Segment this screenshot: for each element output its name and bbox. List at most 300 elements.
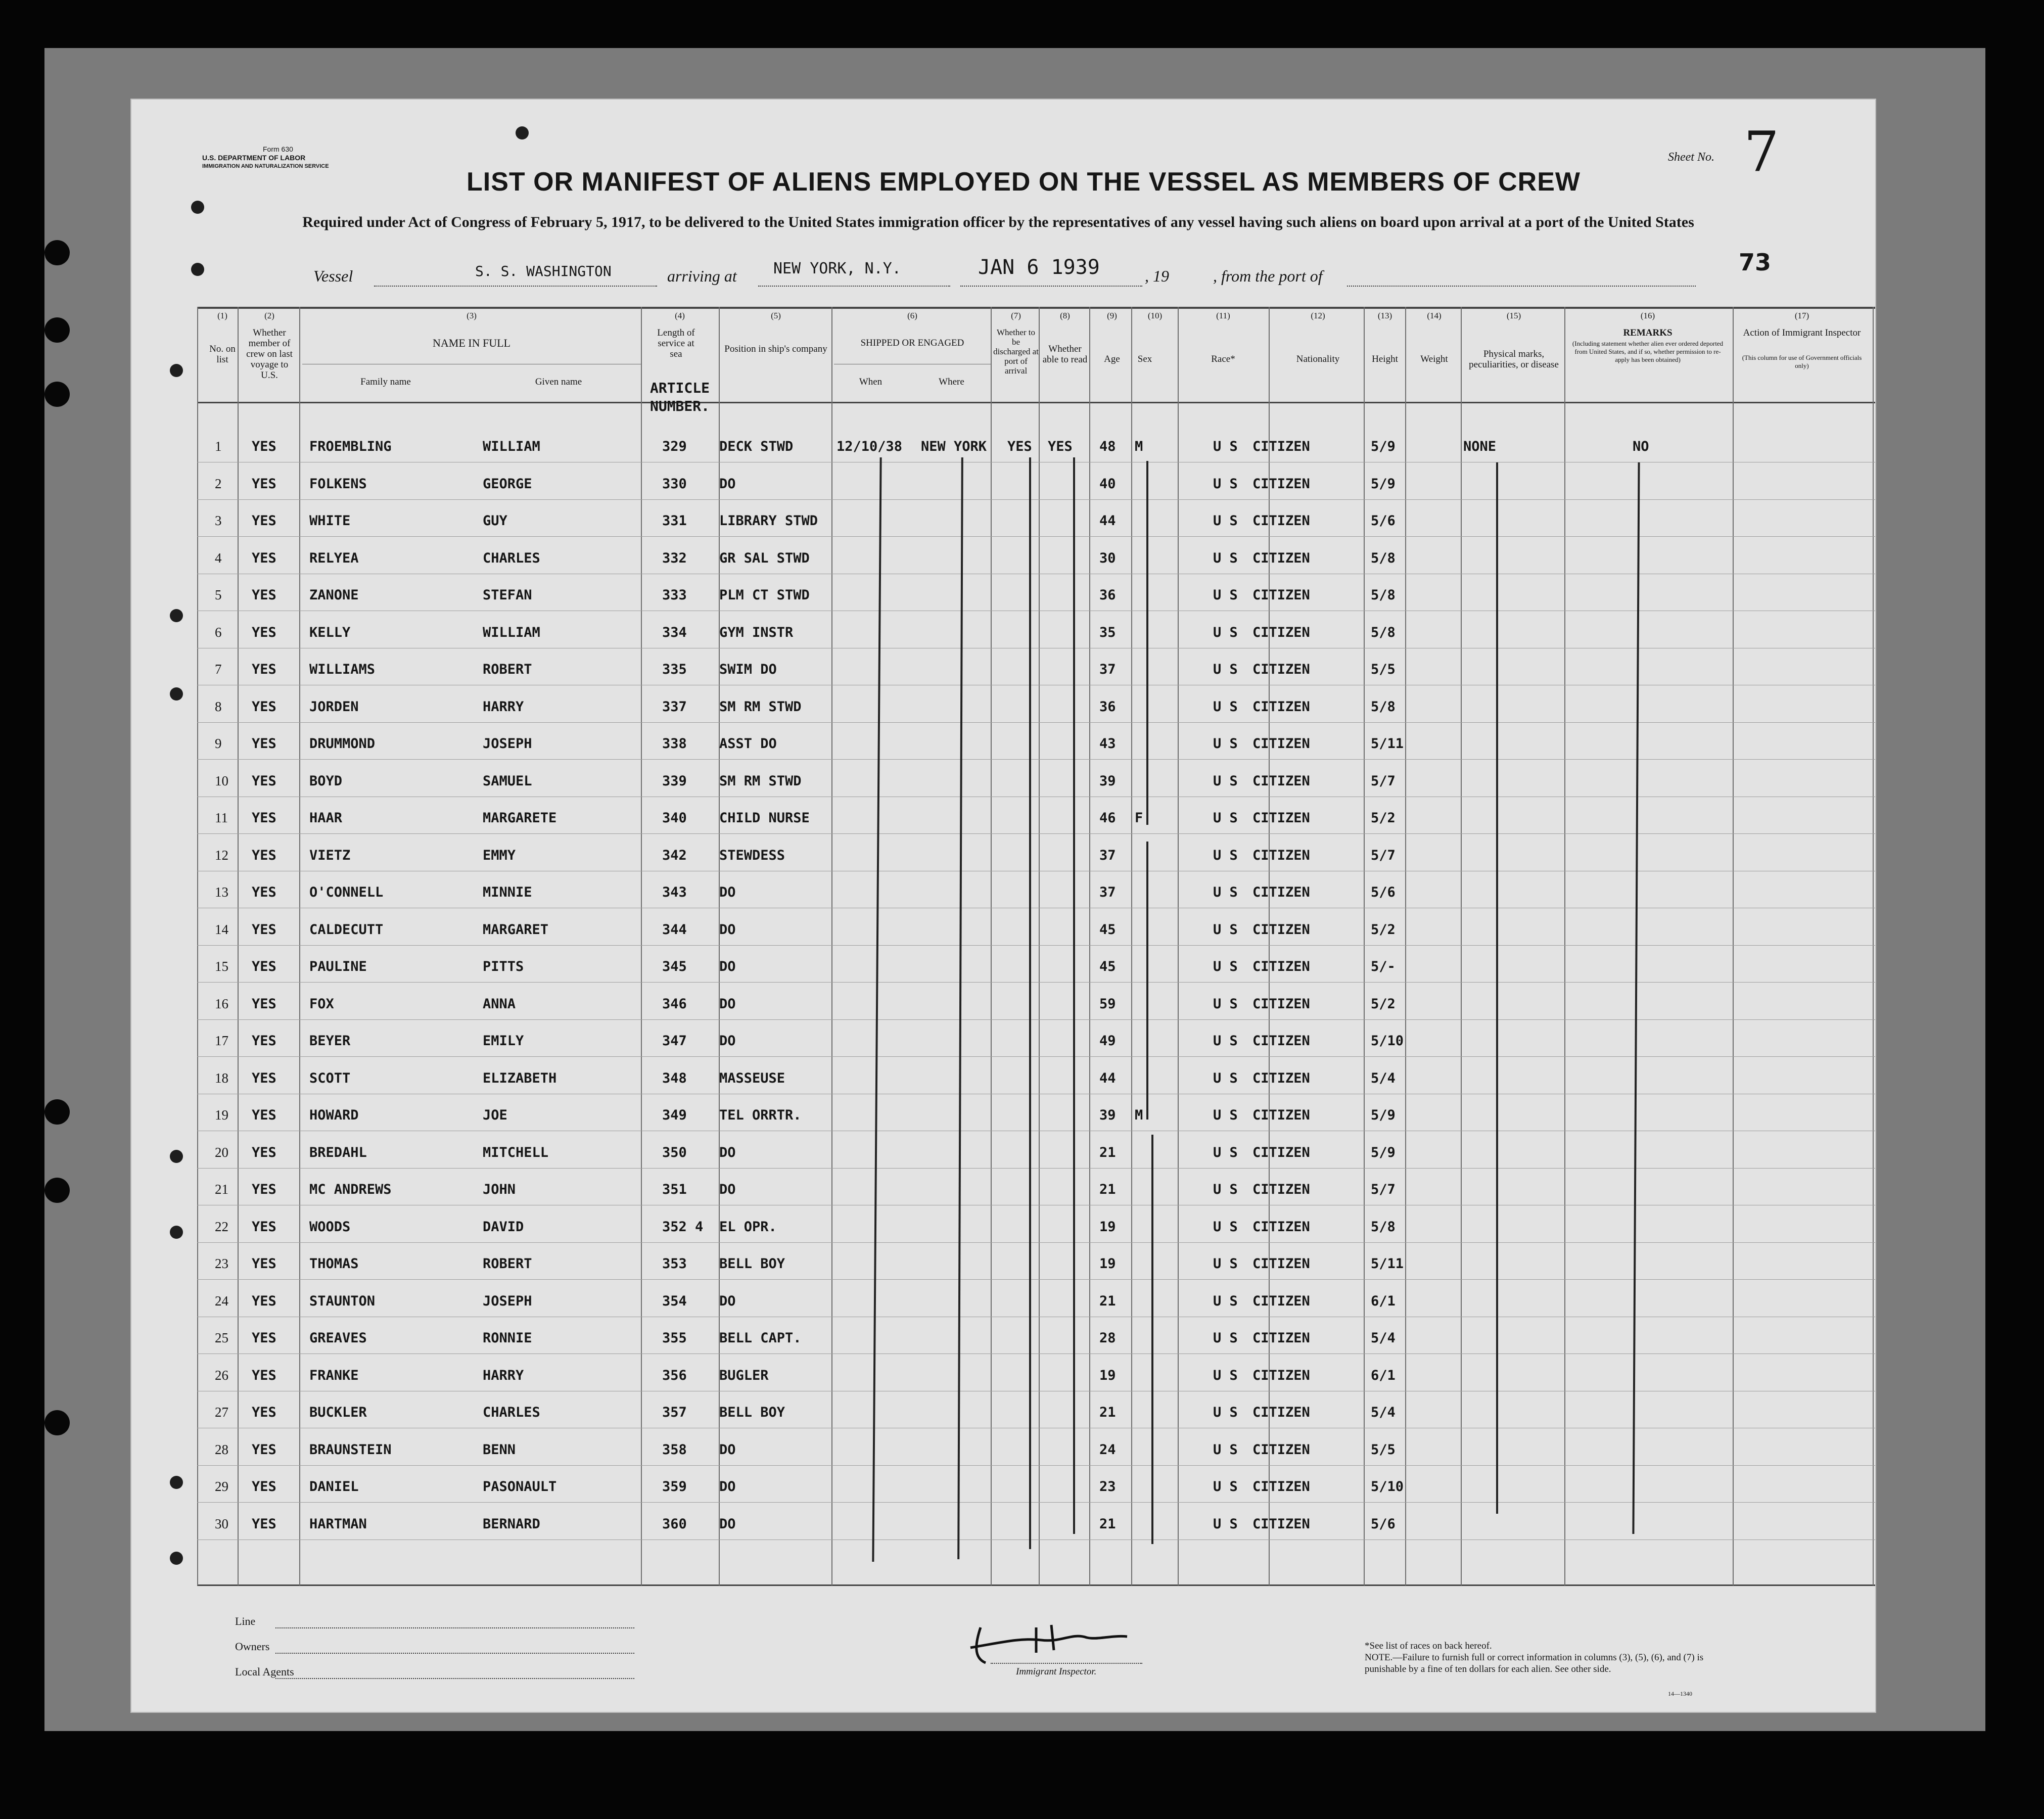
col5-header: Position in ship's company [724,344,827,354]
article-number: 332 [662,550,687,566]
age: 21 [1099,1144,1116,1160]
article-number: 344 [662,921,687,938]
ditto-stroke [1496,462,1498,1514]
ditto-stroke [1151,1135,1153,1544]
col13-number: (13) [1377,311,1392,320]
nationality: CITIZEN [1252,1033,1310,1049]
family-name: ZANONE [309,587,359,603]
binder-hole [44,1410,70,1435]
col6-header: SHIPPED OR ENGAGED [860,338,964,348]
given-name: RONNIE [483,1330,532,1346]
height: 5/4 [1371,1405,1396,1420]
age: 48 [1099,439,1116,454]
family-name: RELYEA [309,550,359,566]
nationality: CITIZEN [1252,698,1310,715]
crew-last-voyage: YES [252,662,276,677]
crew-last-voyage: YES [252,1144,276,1160]
col1-number: (1) [217,311,227,320]
article-number: 345 [662,959,687,974]
column-rule [1131,307,1132,1585]
row-number: 6 [215,624,222,640]
given-name: JOHN [483,1182,516,1197]
row-number: 23 [215,1256,228,1271]
column-rule [1269,307,1270,1585]
height: 5/6 [1371,513,1396,529]
remarks: NO [1633,439,1649,454]
height: 5/11 [1371,1256,1404,1272]
article-number: 347 [662,1033,687,1049]
row-number: 29 [215,1479,228,1494]
crew-last-voyage: YES [252,624,276,640]
nationality: CITIZEN [1252,736,1310,752]
given-name: MITCHELL [483,1144,549,1160]
age: 36 [1099,587,1116,603]
binder-hole [44,1178,70,1203]
family-name: HOWARD [309,1107,359,1123]
article-number: 335 [662,662,687,677]
race-footnote: *See list of races on back hereof. [1365,1641,1492,1651]
nationality: CITIZEN [1252,1070,1310,1086]
row-rule [197,1242,1875,1243]
sex: F [1135,810,1143,826]
row-number: 21 [215,1182,228,1197]
race: U S [1213,1330,1238,1346]
row-number: 26 [215,1367,228,1383]
col14-number: (14) [1427,311,1442,320]
column-rule [641,307,642,1585]
col11-number: (11) [1216,311,1230,320]
col5-number: (5) [771,311,781,320]
height: 5/4 [1371,1330,1396,1346]
position: DO [719,921,736,938]
height: 5/- [1371,959,1396,974]
col3-header: NAME IN FULL [433,337,510,349]
row-rule [197,1465,1875,1466]
position: CHILD NURSE [719,810,810,826]
race: U S [1213,698,1238,715]
position: TEL ORRTR. [719,1107,802,1123]
inspector-signature [960,1617,1142,1673]
position: DO [719,1479,736,1495]
row-number: 1 [215,439,222,454]
binder-hole [44,317,70,343]
family-name: DANIEL [309,1479,359,1495]
row-number: 2 [215,476,222,491]
age: 23 [1099,1479,1116,1495]
race: U S [1213,847,1238,863]
col9-number: (9) [1107,311,1117,320]
given-name: CHARLES [483,1405,540,1420]
col7-number: (7) [1011,311,1021,320]
col9-header: Age [1104,354,1120,364]
col4-number: (4) [675,311,685,320]
given-name: WILLIAM [483,624,540,640]
row-number: 30 [215,1516,228,1531]
crew-last-voyage: YES [252,1516,276,1532]
age: 39 [1099,1107,1116,1123]
col2-number: (2) [264,311,274,320]
row-number: 20 [215,1144,228,1160]
position: STEWDESS [719,847,785,863]
article-number: 340 [662,810,687,826]
position: DO [719,1293,736,1309]
col12-header: Nationality [1296,354,1340,364]
crew-last-voyage: YES [252,587,276,603]
given-name: MARGARET [483,921,549,938]
nationality: CITIZEN [1252,624,1310,640]
position: EL OPR. [719,1219,777,1235]
family-name: BUCKLER [309,1405,367,1420]
race: U S [1213,662,1238,677]
row-rule [197,1019,1875,1020]
row-number: 24 [215,1293,228,1309]
position: SWIM DO [719,662,777,677]
crew-last-voyage: YES [252,476,276,492]
row-rule [197,945,1875,946]
given-name: JOE [483,1107,507,1123]
age: 35 [1099,624,1116,640]
crew-last-voyage: YES [252,1479,276,1495]
race: U S [1213,1070,1238,1086]
position: DO [719,1182,736,1197]
nationality: CITIZEN [1252,1405,1310,1420]
family-name: WOODS [309,1219,351,1235]
row-number: 15 [215,959,228,974]
race: U S [1213,513,1238,529]
family-name: O'CONNELL [309,884,384,900]
crew-last-voyage: YES [252,1293,276,1309]
age: 21 [1099,1182,1116,1197]
height: 5/8 [1371,550,1396,566]
article-number: 356 [662,1367,687,1383]
col13-header: Height [1372,354,1398,364]
age: 37 [1099,884,1116,900]
nationality: CITIZEN [1252,1182,1310,1197]
column-rule [831,307,832,1585]
col17-note: (This column for use of Government officials only) [1742,354,1862,369]
row-number: 10 [215,773,228,788]
crew-last-voyage: YES [252,773,276,789]
article-number: 342 [662,847,687,863]
crew-last-voyage: YES [252,884,276,900]
race: U S [1213,736,1238,752]
height: 5/7 [1371,847,1396,863]
article-number: 348 [662,1070,687,1086]
position: DO [719,1144,736,1160]
height: 5/10 [1371,1479,1404,1495]
height: 5/10 [1371,1033,1404,1049]
crew-last-voyage: YES [252,698,276,715]
race: U S [1213,959,1238,974]
height: 5/7 [1371,1182,1396,1197]
article-number: 343 [662,884,687,900]
ditto-stroke [1073,457,1075,1534]
col15-number: (15) [1506,311,1521,320]
nationality: CITIZEN [1252,550,1310,566]
race: U S [1213,439,1238,454]
col6-where-header: Where [939,377,964,387]
article-number: 358 [662,1441,687,1458]
vessel-label: Vessel [313,267,353,285]
given-name: PITTS [483,959,524,974]
arrival-port: NEW YORK, N.Y. [773,260,901,277]
article-number: 353 [662,1256,687,1272]
height: 5/9 [1371,439,1396,454]
page-subtitle: Required under Act of Congress of February 5, 1917, to be delivered to the United States immigration officer by the representatives of any vessel having such aliens on board upon arrival at a port of the United States [302,214,1694,230]
given-name: BERNARD [483,1516,540,1532]
given-name: DAVID [483,1219,524,1235]
position: DO [719,1033,736,1049]
position: BELL BOY [719,1405,785,1420]
to-be-discharged: YES [1007,439,1032,454]
row-number: 19 [215,1107,228,1123]
article-number: 339 [662,773,687,789]
position: GYM INSTR [719,624,794,640]
row-number: 12 [215,847,228,863]
race: U S [1213,1219,1238,1235]
row-rule [197,722,1875,723]
position: SM RM STWD [719,698,802,715]
punch-mark [170,609,183,622]
row-number: 3 [215,513,222,528]
height: 5/7 [1371,773,1396,789]
col4-header: Length of service at sea [657,328,695,359]
family-name: STAUNTON [309,1293,376,1309]
penalty-note: NOTE.—Failure to furnish full or correct information in columns (3), (5), (6), and (7) is punishable by a fine of ten dollars for each alien. See other side. [1365,1652,1704,1674]
age: 37 [1099,847,1116,863]
given-name: STEFAN [483,587,532,603]
row-number: 9 [215,736,222,751]
nationality: CITIZEN [1252,1330,1310,1346]
family-name: FROEMBLING [309,439,392,454]
family-name: WILLIAMS [309,662,376,677]
punch-mark [170,1226,183,1239]
age: 28 [1099,1330,1116,1346]
given-name: JOSEPH [483,1293,532,1309]
row-rule [197,1168,1875,1169]
col8-number: (8) [1060,311,1070,320]
punch-mark [170,1552,183,1565]
crew-last-voyage: YES [252,1367,276,1383]
department-name: U.S. DEPARTMENT OF LABOR [202,154,306,162]
height: 5/11 [1371,736,1404,752]
height: 5/9 [1371,476,1396,492]
crew-last-voyage: YES [252,1070,276,1086]
form-number: Form 630 [263,145,293,153]
row-number: 16 [215,996,228,1011]
nationality: CITIZEN [1252,1144,1310,1160]
vessel-name: S. S. WASHINGTON [475,263,612,279]
given-name: GEORGE [483,476,532,492]
crew-last-voyage: YES [252,1107,276,1123]
column-rule [1405,307,1406,1585]
given-name: ELIZABETH [483,1070,557,1086]
column-rule [299,307,300,1585]
nationality: CITIZEN [1252,847,1310,863]
owners-label: Owners [235,1640,270,1653]
crew-last-voyage: YES [252,1441,276,1458]
race: U S [1213,624,1238,640]
col3-family-header: Family name [360,377,411,387]
position: GR SAL STWD [719,550,810,566]
physical-marks: NONE [1463,439,1497,454]
age: 36 [1099,698,1116,715]
row-rule [197,833,1875,834]
crew-last-voyage: YES [252,439,276,454]
nationality: CITIZEN [1252,773,1310,789]
crew-last-voyage: YES [252,550,276,566]
age: 44 [1099,513,1116,529]
age: 37 [1099,662,1116,677]
crew-last-voyage: YES [252,1182,276,1197]
form-code: 14—1340 [1668,1690,1692,1697]
punch-mark [170,1150,183,1163]
col6-number: (6) [907,311,917,320]
column-rule [1039,307,1040,1585]
family-name: FOX [309,996,334,1012]
age: 21 [1099,1293,1116,1309]
article-number: 357 [662,1405,687,1420]
column-rule [238,307,239,1585]
family-name: BEYER [309,1033,351,1049]
row-rule [197,1502,1875,1503]
race: U S [1213,1182,1238,1197]
nationality: CITIZEN [1252,996,1310,1012]
col16-header: REMARKS [1623,328,1673,338]
row-rule [197,499,1875,500]
race: U S [1213,884,1238,900]
position: DO [719,1516,736,1532]
col17-header: Action of Immigrant Inspector [1743,328,1861,338]
col7-header: Whether to be discharged at port of arrival [993,328,1039,376]
column-rule [1564,307,1565,1585]
given-name: ROBERT [483,662,532,677]
row-number: 7 [215,662,222,677]
crew-last-voyage: YES [252,847,276,863]
column-rule [1364,307,1365,1585]
able-to-read: YES [1048,439,1073,454]
family-name: DRUMMOND [309,736,376,752]
article-number: 333 [662,587,687,603]
height: 5/5 [1371,662,1396,677]
family-name: VIETZ [309,847,351,863]
binder-hole [44,240,70,265]
column-rule [719,307,720,1585]
article-number: 352 4 [662,1219,704,1235]
given-name: CHARLES [483,550,540,566]
nationality: CITIZEN [1252,1367,1310,1383]
article-number: 329 [662,439,687,454]
nationality: CITIZEN [1252,884,1310,900]
row-number: 22 [215,1219,228,1234]
age: 44 [1099,1070,1116,1086]
col17-number: (17) [1794,311,1809,320]
crew-last-voyage: YES [252,921,276,938]
binder-hole [44,382,70,407]
position: DO [719,959,736,974]
position: PLM CT STWD [719,587,810,603]
nationality: CITIZEN [1252,587,1310,603]
crew-last-voyage: YES [252,810,276,826]
col16-number: (16) [1640,311,1655,320]
arrival-date: JAN 6 1939 [978,256,1100,279]
row-number: 13 [215,884,228,900]
height: 5/6 [1371,1516,1396,1532]
age: 43 [1099,736,1116,752]
race: U S [1213,1479,1238,1495]
age: 19 [1099,1367,1116,1383]
nationality: CITIZEN [1252,513,1310,529]
service-name: IMMIGRATION AND NATURALIZATION SERVICE [202,163,329,169]
col11-header: Race* [1211,354,1235,364]
race: U S [1213,996,1238,1012]
nationality: CITIZEN [1252,921,1310,938]
crew-last-voyage: YES [252,1405,276,1420]
crew-last-voyage: YES [252,1219,276,1235]
row-rule [197,536,1875,537]
given-name: PASONAULT [483,1479,557,1495]
position: MASSEUSE [719,1070,785,1086]
shipped-where: NEW YORK [921,439,987,454]
age: 46 [1099,810,1116,826]
height: 5/5 [1371,1441,1396,1458]
crew-last-voyage: YES [252,1330,276,1346]
row-number: 8 [215,698,222,714]
position: DO [719,996,736,1012]
height: 6/1 [1371,1367,1396,1383]
family-name: BRAUNSTEIN [309,1441,392,1458]
height: 5/6 [1371,884,1396,900]
row-rule [197,1056,1875,1057]
binder-hole [44,1099,70,1125]
article-number: 360 [662,1516,687,1532]
nationality: CITIZEN [1252,439,1310,454]
sheet-number: 7 [1744,119,1779,184]
position: DO [719,476,736,492]
nationality: CITIZEN [1252,662,1310,677]
age: 59 [1099,996,1116,1012]
age: 40 [1099,476,1116,492]
row-number: 11 [215,810,228,825]
race: U S [1213,921,1238,938]
position: DO [719,1441,736,1458]
height: 5/2 [1371,996,1396,1012]
family-name: HAAR [309,810,343,826]
nationality: CITIZEN [1252,1219,1310,1235]
row-number: 4 [215,550,222,566]
article-number: 349 [662,1107,687,1123]
height: 5/8 [1371,698,1396,715]
nationality: CITIZEN [1252,1516,1310,1532]
age: 45 [1099,959,1116,974]
family-name: MC ANDREWS [309,1182,392,1197]
col10-number: (10) [1147,311,1163,320]
height: 5/4 [1371,1070,1396,1086]
inspector-label: Immigrant Inspector. [1016,1666,1097,1677]
age: 49 [1099,1033,1116,1049]
family-name: PAULINE [309,959,367,974]
col2-header: Whether member of crew on last voyage to U.S. [246,328,293,381]
margin-mark: 73 [1739,249,1772,276]
family-name: CALDECUTT [309,921,384,938]
ditto-stroke [1146,842,1148,1120]
local-agents-label: Local Agents [235,1665,294,1678]
race: U S [1213,1144,1238,1160]
nationality: CITIZEN [1252,476,1310,492]
given-name: EMMY [483,847,516,863]
race: U S [1213,587,1238,603]
race: U S [1213,1033,1238,1049]
